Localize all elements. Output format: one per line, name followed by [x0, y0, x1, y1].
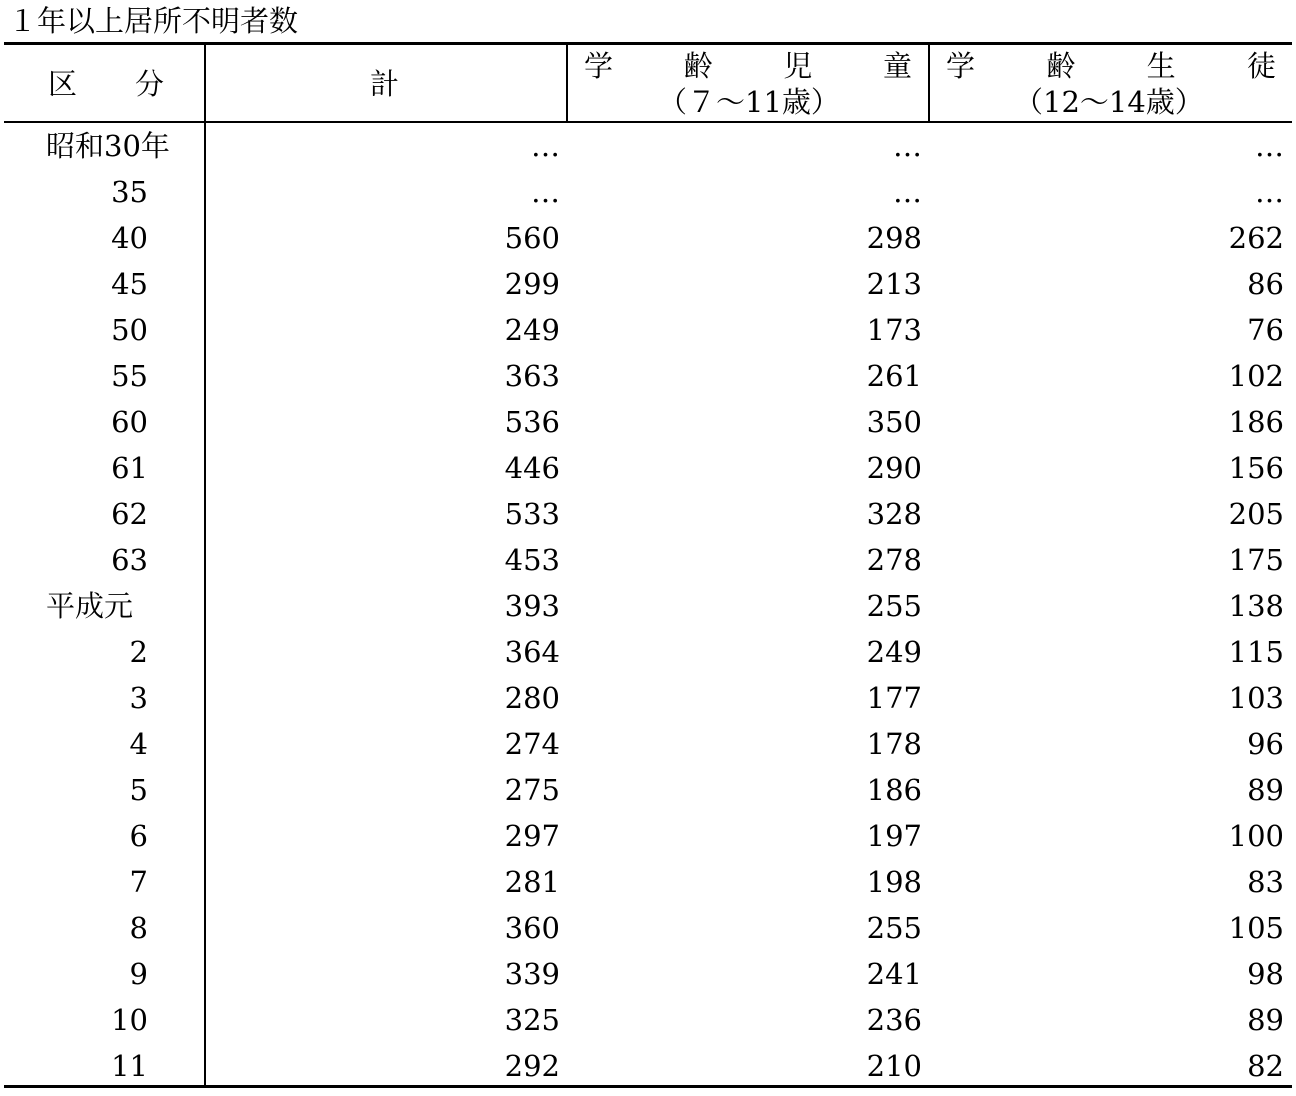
table-row — [0, 951, 1296, 997]
cell-total: 274 — [504, 727, 560, 761]
cell-school-students: 83 — [1247, 865, 1284, 899]
cell-school-children: 290 — [866, 451, 922, 485]
table-row — [0, 123, 1296, 169]
cell-school-children: 298 — [866, 221, 922, 255]
cell-school-children: 350 — [866, 405, 922, 439]
cell-school-students: 89 — [1247, 773, 1284, 807]
cell-total: 281 — [504, 865, 560, 899]
table-row — [0, 905, 1296, 951]
header-children-char-3: 児 — [783, 49, 813, 83]
header-students-char-4: 徒 — [1246, 49, 1276, 83]
cell-school-students: 102 — [1228, 359, 1284, 393]
table-row — [0, 997, 1296, 1043]
table-top-rule — [4, 42, 1292, 45]
cell-school-children: … — [893, 175, 922, 209]
cell-school-children: 278 — [866, 543, 922, 577]
row-label: 9 — [129, 957, 148, 991]
row-label: 62 — [111, 497, 148, 531]
cell-school-students: 86 — [1247, 267, 1284, 301]
cell-school-students: 156 — [1228, 451, 1284, 485]
table-row — [0, 169, 1296, 215]
cell-school-students: 262 — [1228, 221, 1284, 255]
cell-school-children: 186 — [866, 773, 922, 807]
header-children-char-1: 学 — [584, 49, 614, 83]
cell-total: 360 — [504, 911, 560, 945]
cell-total: 297 — [504, 819, 560, 853]
row-label: 11 — [111, 1049, 148, 1083]
cell-school-students: 105 — [1228, 911, 1284, 945]
cell-school-children: 241 — [866, 957, 922, 991]
header-students-char-2: 齢 — [1046, 49, 1076, 83]
cell-school-students: 98 — [1247, 957, 1284, 991]
cell-school-children: 210 — [866, 1049, 922, 1083]
row-label: 5 — [129, 773, 148, 807]
cell-school-children: 197 — [866, 819, 922, 853]
row-label: 60 — [111, 405, 148, 439]
cell-total: 280 — [504, 681, 560, 715]
row-label: 40 — [111, 221, 148, 255]
row-label: 45 — [111, 267, 148, 301]
cell-total: 446 — [504, 451, 560, 485]
row-label: 3 — [129, 681, 148, 715]
table-row — [0, 399, 1296, 445]
cell-total: 249 — [504, 313, 560, 347]
cell-school-students: 96 — [1247, 727, 1284, 761]
table-row — [0, 261, 1296, 307]
header-students-char-1: 学 — [946, 49, 976, 83]
row-label: 50 — [111, 313, 148, 347]
cell-total: 292 — [504, 1049, 560, 1083]
header-students-char-3: 生 — [1146, 49, 1176, 83]
cell-school-students: 175 — [1228, 543, 1284, 577]
header-divider-children — [928, 44, 930, 122]
table-row — [0, 629, 1296, 675]
table-row — [0, 675, 1296, 721]
cell-school-children: 261 — [866, 359, 922, 393]
row-label: 昭和30年 — [46, 129, 170, 163]
cell-school-students: 115 — [1228, 635, 1284, 669]
cell-total: … — [531, 175, 560, 209]
cell-school-students: 100 — [1228, 819, 1284, 853]
table-row — [0, 215, 1296, 261]
cell-school-students: 103 — [1228, 681, 1284, 715]
cell-school-students: 138 — [1228, 589, 1284, 623]
table-row — [0, 721, 1296, 767]
cell-school-children: 178 — [866, 727, 922, 761]
cell-school-students: 82 — [1247, 1049, 1284, 1083]
cell-school-children: … — [893, 129, 922, 163]
cell-total: 560 — [504, 221, 560, 255]
cell-school-children: 198 — [866, 865, 922, 899]
header-category — [48, 67, 164, 101]
cell-school-students: 186 — [1228, 405, 1284, 439]
table-row — [0, 859, 1296, 905]
cell-school-students: … — [1255, 129, 1284, 163]
row-label: 平成元 — [46, 589, 134, 623]
row-label: 2 — [129, 635, 148, 669]
table-row — [0, 445, 1296, 491]
header-category-char-2: 分 — [134, 67, 164, 101]
cell-school-children: 255 — [866, 589, 922, 623]
header-divider-total — [566, 44, 568, 122]
row-label: 6 — [129, 819, 148, 853]
cell-total: 364 — [504, 635, 560, 669]
cell-school-children: 328 — [866, 497, 922, 531]
cell-school-children: 173 — [866, 313, 922, 347]
cell-school-children: 255 — [866, 911, 922, 945]
cell-school-children: 249 — [866, 635, 922, 669]
row-label: 8 — [129, 911, 148, 945]
table-row — [0, 767, 1296, 813]
cell-total: 536 — [504, 405, 560, 439]
cell-total: … — [531, 129, 560, 163]
cell-total: 299 — [504, 267, 560, 301]
table-row — [0, 491, 1296, 537]
header-children-char-2: 齢 — [683, 49, 713, 83]
cell-total: 339 — [504, 957, 560, 991]
header-category-char-1: 区 — [48, 67, 78, 101]
cell-school-students: 89 — [1247, 1003, 1284, 1037]
row-label: 4 — [129, 727, 148, 761]
table-row — [0, 583, 1296, 629]
header-children-char-4: 童 — [882, 49, 912, 83]
row-label: 63 — [111, 543, 148, 577]
table-row — [0, 353, 1296, 399]
cell-total: 275 — [504, 773, 560, 807]
header-school-students-age: （12～14歳） — [1014, 85, 1204, 119]
table-row — [0, 1043, 1296, 1089]
table-title: １年以上居所不明者数 — [8, 4, 299, 38]
cell-total: 453 — [504, 543, 560, 577]
table-row — [0, 813, 1296, 859]
table-row — [0, 307, 1296, 353]
table-row — [0, 537, 1296, 583]
header-total: 計 — [370, 67, 400, 101]
row-label: 7 — [129, 865, 148, 899]
header-school-students — [946, 49, 1276, 83]
row-label: 55 — [111, 359, 148, 393]
header-school-children — [584, 49, 912, 83]
row-label: 61 — [111, 451, 148, 485]
header-school-children-age: （７～11歳） — [658, 85, 840, 119]
cell-school-children: 236 — [866, 1003, 922, 1037]
cell-school-students: … — [1255, 175, 1284, 209]
cell-school-students: 76 — [1247, 313, 1284, 347]
cell-total: 363 — [504, 359, 560, 393]
cell-school-children: 213 — [866, 267, 922, 301]
cell-school-students: 205 — [1228, 497, 1284, 531]
row-label: 10 — [111, 1003, 148, 1037]
cell-school-children: 177 — [866, 681, 922, 715]
cell-total: 325 — [504, 1003, 560, 1037]
row-label: 35 — [111, 175, 148, 209]
cell-total: 393 — [504, 589, 560, 623]
cell-total: 533 — [504, 497, 560, 531]
